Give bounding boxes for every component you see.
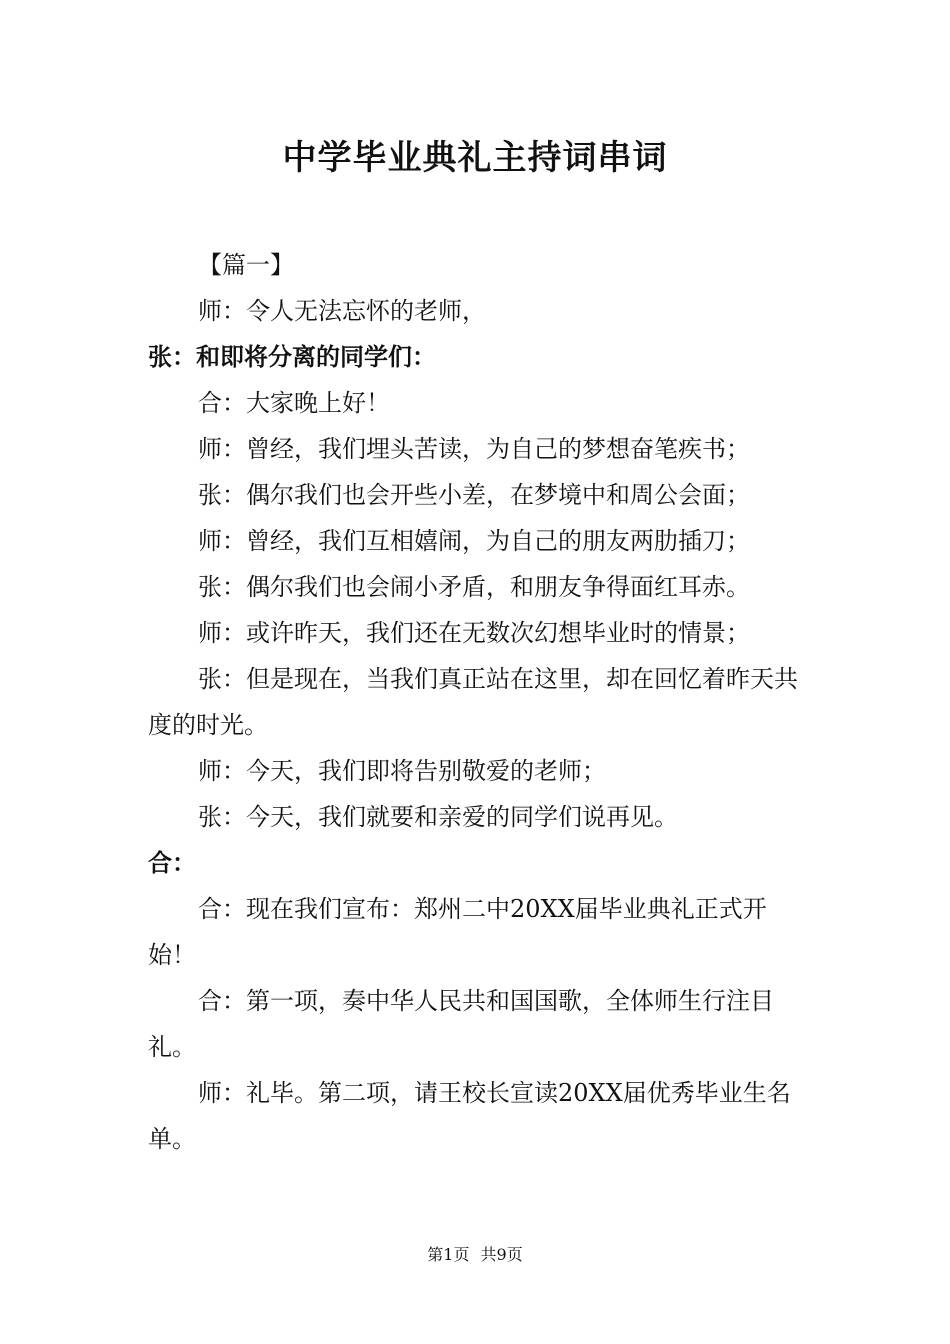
paragraph: 合：现在我们宣布：郑州二中20XX届毕业典礼正式开始！ bbox=[148, 895, 767, 969]
paragraph: 师：令人无法忘怀的老师， bbox=[198, 297, 486, 325]
paragraph: 张：偶尔我们也会开些小差，在梦境中和周公会面； bbox=[198, 481, 750, 509]
document-body bbox=[148, 242, 808, 1162]
paragraph: 张：今天，我们就要和亲爱的同学们说再见。 bbox=[198, 803, 678, 831]
paragraph: 师：或许昨天，我们还在无数次幻想毕业时的情景； bbox=[198, 619, 750, 647]
page-footer bbox=[0, 1240, 950, 1270]
paragraph: 【篇一】 bbox=[198, 251, 294, 279]
paragraph: 师：今天，我们即将告别敬爱的老师； bbox=[198, 757, 606, 785]
page-number: 第1页 bbox=[427, 1245, 470, 1264]
paragraph: 合： bbox=[148, 848, 196, 877]
paragraph: 师：曾经，我们埋头苦读，为自己的梦想奋笔疾书； bbox=[198, 435, 750, 463]
paragraph: 合：大家晚上好！ bbox=[198, 389, 390, 417]
document-title: 中学毕业典礼主持词串词 bbox=[282, 138, 668, 178]
page-total: 共9页 bbox=[480, 1245, 523, 1264]
paragraph: 师：礼毕。第二项，请王校长宣读20XX届优秀毕业生名单。 bbox=[148, 1079, 791, 1153]
paragraph: 师：曾经，我们互相嬉闹，为自己的朋友两肋插刀； bbox=[198, 527, 750, 555]
paragraph: 张：偶尔我们也会闹小矛盾，和朋友争得面红耳赤。 bbox=[198, 573, 750, 601]
paragraph: 张：和即将分离的同学们： bbox=[148, 342, 436, 371]
paragraph: 合：第一项，奏中华人民共和国国歌，全体师生行注目礼。 bbox=[148, 987, 774, 1061]
paragraph: 张：但是现在，当我们真正站在这里，却在回忆着昨天共度的时光。 bbox=[148, 665, 798, 739]
